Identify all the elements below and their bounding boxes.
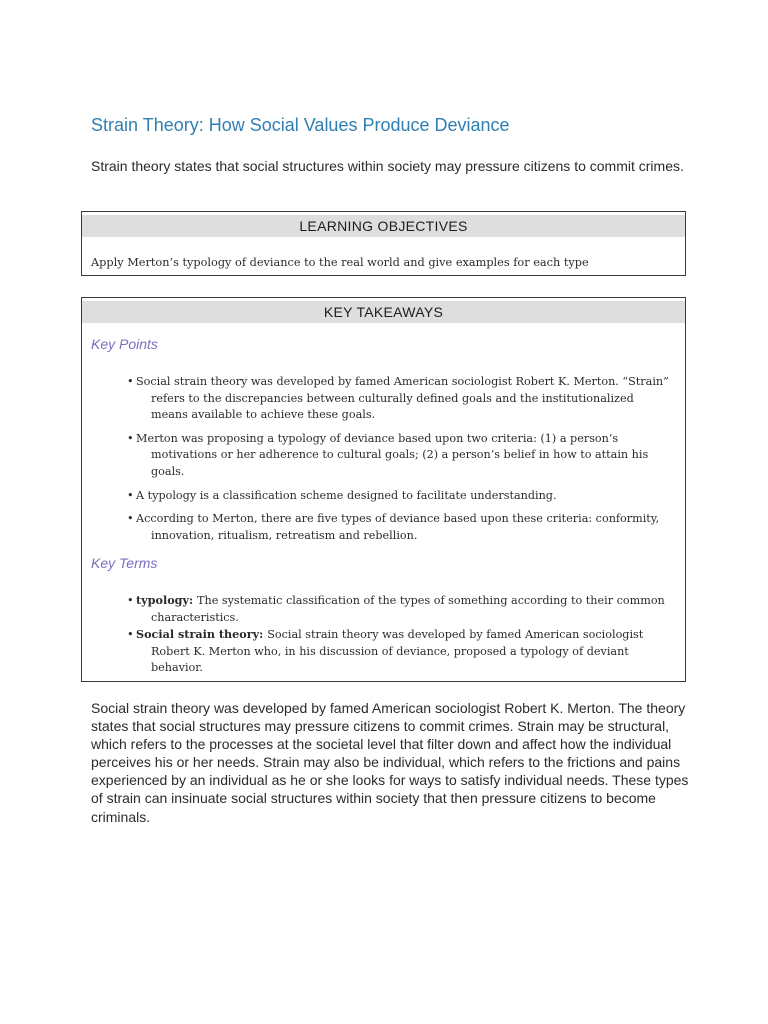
key-term-item: [127, 626, 672, 677]
key-point-text: Social strain theory was developed by famed American sociologist Robert K. Merton. “Strain” refers to the discrepancies between culturally defined goals and the institutionalized means available to achieve these goals.: [136, 375, 669, 422]
key-term-name: typology: [136, 593, 189, 607]
term-colon: :: [189, 593, 198, 607]
key-points-label: Key Points: [91, 336, 158, 352]
key-point-text: A typology is a classification scheme designed to facilitate understanding.: [136, 488, 557, 502]
learning-objectives-header: LEARNING OBJECTIVES: [82, 215, 685, 237]
bullet-icon: •: [127, 512, 134, 526]
key-takeaways-box: [81, 297, 686, 682]
key-terms-list: [127, 592, 672, 677]
key-point-item: [127, 374, 672, 424]
key-term-name: Social strain theory: [136, 627, 260, 642]
bullet-icon: •: [127, 488, 134, 502]
key-term-definition: The systematic classification of the types of something according to their common characteristics.: [151, 594, 665, 624]
key-point-text: According to Merton, there are five types of deviance based upon these criteria: conformity, innovation, ritualism, retreatism and rebellion.: [136, 512, 660, 542]
key-terms-label: Key Terms: [91, 555, 158, 571]
bullet-icon: •: [127, 431, 134, 445]
body-paragraph: Social strain theory was developed by famed American sociologist Robert K. Merton. The theory states that social structures may pressure citizens to commit crimes. Strain may be structural, which refers to the processes at the societal level that filter down and affect how the individual perceives his or her needs. Strain may also be individual, which refers to the frictions and pains experienced by an individual as he or she looks for ways to satisfy individual needs. These types of strain can insinuate social structures within society that then pressure citizens to become criminals.: [91, 700, 689, 825]
intro-paragraph: Strain theory states that social structures within society may pressure citizens to commit crimes.: [91, 158, 684, 174]
key-point-item: [127, 431, 672, 481]
key-points-list: [127, 374, 672, 551]
key-point-item: [127, 488, 672, 505]
learning-objective-text: Apply Merton’s typology of deviance to the real world and give examples for each type: [91, 256, 589, 269]
key-term-item: [127, 592, 672, 626]
key-takeaways-header: KEY TAKEAWAYS: [82, 301, 685, 323]
key-point-item: [127, 511, 672, 544]
bullet-icon: •: [127, 375, 134, 388]
learning-objectives-box: [81, 211, 686, 276]
key-term-definition: Social strain theory was developed by famed American sociologist Robert K. Merton who, in his discussion of deviance, proposed a typology of deviant behavior.: [151, 628, 644, 675]
page-title: Strain Theory: How Social Values Produce Deviance: [91, 115, 510, 135]
term-colon: :: [259, 627, 268, 642]
bullet-icon: •: [127, 594, 134, 607]
bullet-icon: •: [127, 628, 134, 642]
key-point-text: Merton was proposing a typology of deviance based upon two criteria: (1) a person’s motivations or her adherence to cultural goals; (2) a person’s belief in how to attain his goals.: [136, 431, 649, 478]
